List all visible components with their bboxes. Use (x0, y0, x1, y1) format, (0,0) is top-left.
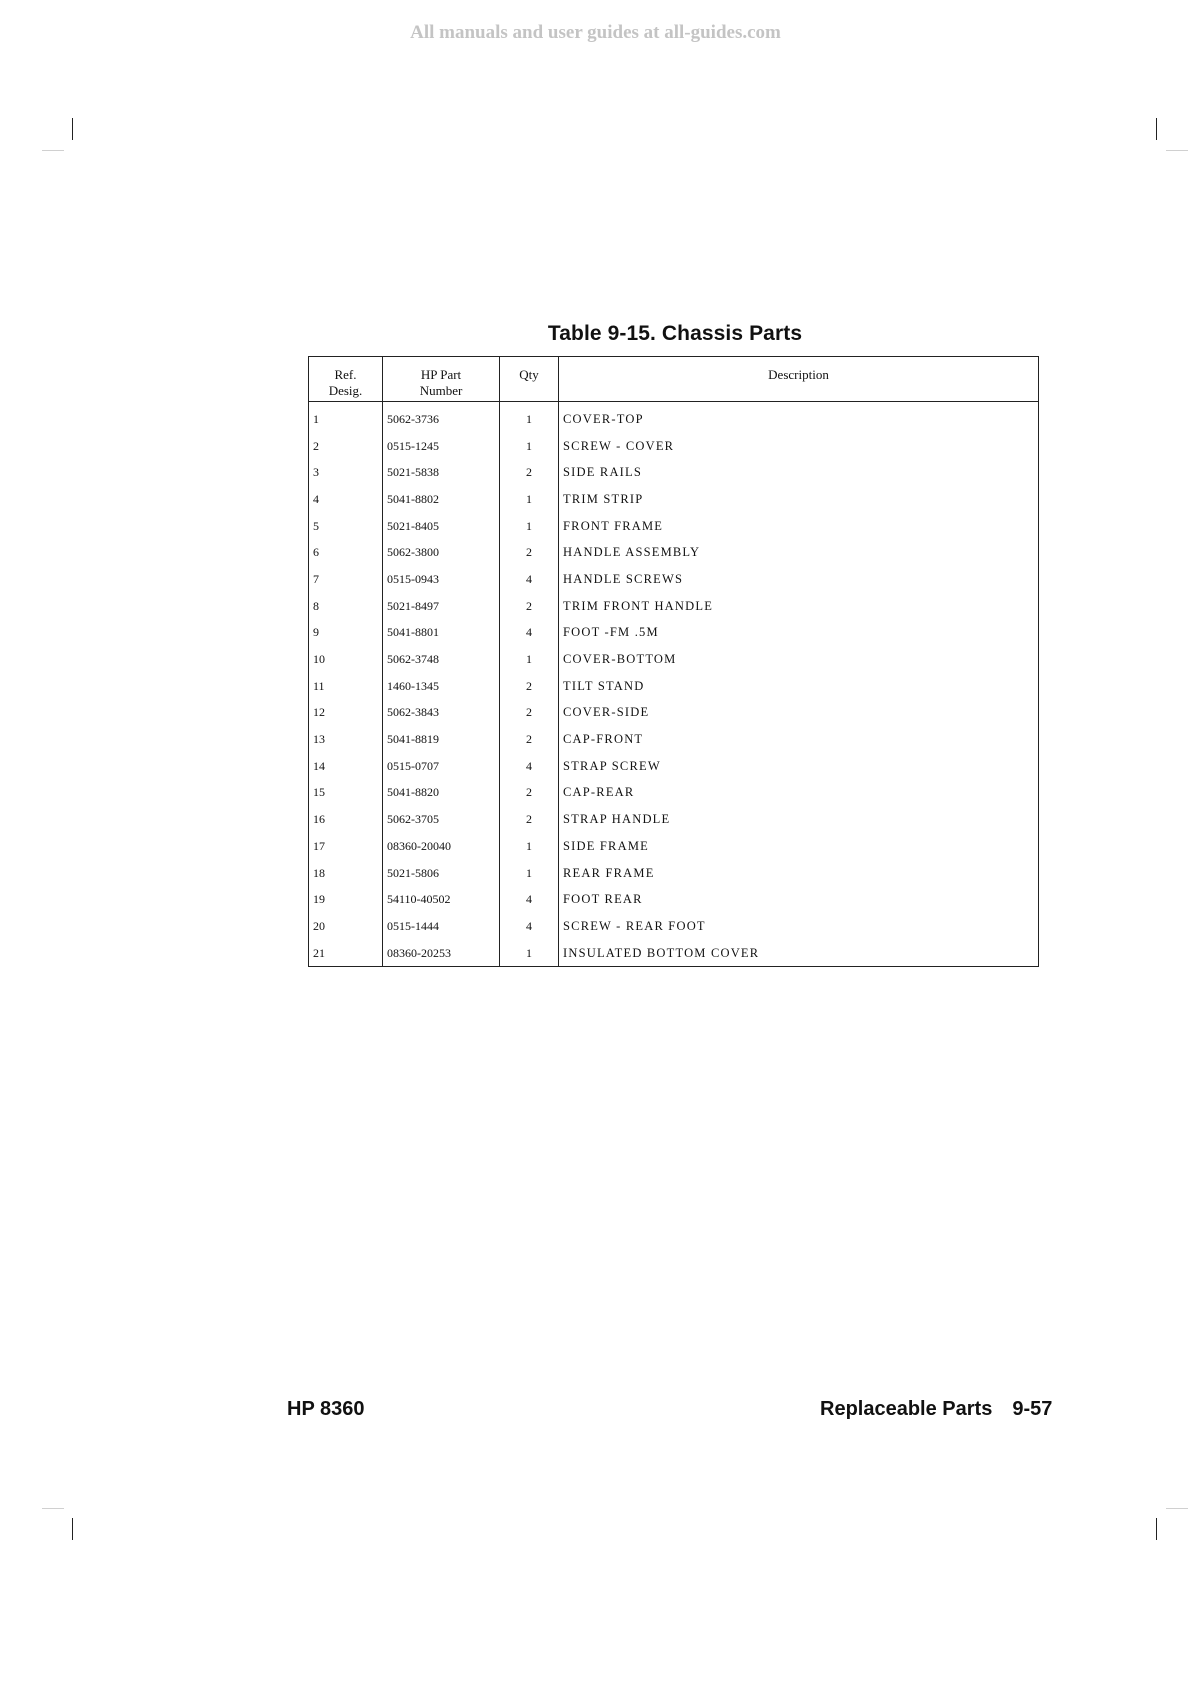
part-number-cell: 5062-3800 (383, 539, 500, 566)
table-row (309, 402, 1039, 433)
ref-cell: 2 (313, 438, 319, 453)
description-cell: FOOT REAR (559, 886, 1039, 913)
table-row (309, 833, 1039, 860)
qty-cell: 4 (500, 566, 559, 593)
table-title: Table 9-15. Chassis Parts (547, 322, 803, 345)
description-cell: SCREW - REAR FOOT (559, 913, 1039, 940)
table-row (309, 700, 1039, 727)
description-cell: CAP-REAR (559, 780, 1039, 807)
qty-cell: 4 (500, 620, 559, 647)
part-number-cell: 5062-3843 (383, 700, 500, 727)
ref-cell: 4 (313, 491, 319, 506)
ref-cell: 15 (313, 785, 325, 800)
crop-mark (1166, 1508, 1188, 1509)
table-row (309, 486, 1039, 513)
footer-section (820, 1398, 1052, 1421)
table-row (309, 673, 1039, 700)
part-number-cell: 5041-8802 (383, 486, 500, 513)
description-cell: COVER-BOTTOM (559, 646, 1039, 673)
ref-cell: 16 (313, 812, 325, 827)
header-ref-desig (309, 357, 383, 402)
part-number-cell: 0515-0943 (383, 566, 500, 593)
chassis-parts-table (308, 356, 1039, 967)
ref-cell: 11 (313, 678, 325, 693)
table-row (309, 539, 1039, 566)
crop-mark (72, 118, 73, 140)
table-row (309, 513, 1039, 540)
description-cell: HANDLE ASSEMBLY (559, 539, 1039, 566)
ref-cell: 9 (313, 625, 319, 640)
description-cell: TRIM FRONT HANDLE (559, 593, 1039, 620)
part-number-cell: 54110-40502 (383, 886, 500, 913)
table-row (309, 753, 1039, 780)
ref-cell: 18 (313, 865, 325, 880)
description-cell: INSULATED BOTTOM COVER (559, 940, 1039, 967)
ref-cell: 7 (313, 571, 319, 586)
qty-cell: 1 (500, 402, 559, 433)
ref-cell: 3 (313, 465, 319, 480)
header-part-line2: Number (419, 383, 463, 398)
ref-cell: 14 (313, 758, 325, 773)
part-number-cell: 08360-20040 (383, 833, 500, 860)
part-number-cell: 0515-0707 (383, 753, 500, 780)
qty-cell: 2 (500, 700, 559, 727)
part-number-cell: 5021-5838 (383, 459, 500, 486)
qty-cell: 1 (500, 833, 559, 860)
part-number-cell: 5041-8801 (383, 620, 500, 647)
part-number-cell: 5021-8497 (383, 593, 500, 620)
description-cell: CAP-FRONT (559, 726, 1039, 753)
qty-cell: 2 (500, 806, 559, 833)
ref-cell: 5 (313, 518, 319, 533)
description-cell: STRAP HANDLE (559, 806, 1039, 833)
qty-cell: 1 (500, 860, 559, 887)
ref-cell: 13 (313, 732, 325, 747)
watermark: All manuals and user guides at all-guides.com (410, 22, 781, 43)
description-cell: SIDE FRAME (559, 833, 1039, 860)
description-cell: TILT STAND (559, 673, 1039, 700)
table-row (309, 860, 1039, 887)
qty-cell: 2 (500, 673, 559, 700)
crop-mark (72, 1518, 73, 1540)
crop-mark (1156, 118, 1157, 140)
crop-mark (42, 1508, 64, 1509)
table-row (309, 940, 1039, 967)
table-row (309, 593, 1039, 620)
table-row (309, 780, 1039, 807)
ref-cell: 21 (313, 945, 325, 960)
description-cell: REAR FRAME (559, 860, 1039, 887)
crop-mark (1156, 1518, 1157, 1540)
header-qty: Qty (500, 357, 559, 402)
footer-model: HP 8360 (287, 1398, 365, 1420)
qty-cell: 2 (500, 726, 559, 753)
header-ref-line2: Desig. (328, 383, 363, 398)
part-number-cell: 5062-3736 (383, 402, 500, 433)
qty-cell: 1 (500, 646, 559, 673)
table-row (309, 913, 1039, 940)
qty-cell: 1 (500, 433, 559, 460)
qty-cell: 4 (500, 913, 559, 940)
ref-cell: 10 (313, 652, 325, 667)
crop-mark (1166, 150, 1188, 151)
ref-cell: 8 (313, 598, 319, 613)
qty-cell: 1 (500, 486, 559, 513)
description-cell: STRAP SCREW (559, 753, 1039, 780)
ref-cell: 12 (313, 705, 325, 720)
qty-cell: 2 (500, 780, 559, 807)
part-number-cell: 5041-8820 (383, 780, 500, 807)
qty-cell: 2 (500, 539, 559, 566)
part-number-cell: 0515-1245 (383, 433, 500, 460)
qty-cell: 2 (500, 459, 559, 486)
header-part-number (383, 357, 500, 402)
qty-cell: 1 (500, 513, 559, 540)
table-header-row (309, 357, 1039, 402)
header-description: Description (559, 357, 1039, 402)
description-cell: COVER-SIDE (559, 700, 1039, 727)
table-row (309, 726, 1039, 753)
description-cell: FRONT FRAME (559, 513, 1039, 540)
part-number-cell: 5062-3748 (383, 646, 500, 673)
description-cell: FOOT -FM .5M (559, 620, 1039, 647)
description-cell: SIDE RAILS (559, 459, 1039, 486)
description-cell: TRIM STRIP (559, 486, 1039, 513)
part-number-cell: 08360-20253 (383, 940, 500, 967)
table-row (309, 433, 1039, 460)
table-row (309, 806, 1039, 833)
description-cell: COVER-TOP (559, 402, 1039, 433)
table-row (309, 620, 1039, 647)
part-number-cell: 0515-1444 (383, 913, 500, 940)
page-number: 9-57 (1012, 1398, 1053, 1420)
part-number-cell: 5021-8405 (383, 513, 500, 540)
qty-cell: 2 (500, 593, 559, 620)
part-number-cell: 5021-5806 (383, 860, 500, 887)
ref-cell: 17 (313, 838, 325, 853)
table-row (309, 459, 1039, 486)
table-row (309, 886, 1039, 913)
header-part-line1: HP Part (420, 367, 462, 382)
part-number-cell: 5041-8819 (383, 726, 500, 753)
table-row (309, 646, 1039, 673)
qty-cell: 1 (500, 940, 559, 967)
qty-cell: 4 (500, 886, 559, 913)
header-ref-line1: Ref. (334, 367, 357, 382)
part-number-cell: 1460-1345 (383, 673, 500, 700)
ref-cell: 6 (313, 545, 319, 560)
footer-section-title: Replaceable Parts (820, 1398, 993, 1420)
ref-cell: 19 (313, 892, 325, 907)
qty-cell: 4 (500, 753, 559, 780)
table-row (309, 566, 1039, 593)
part-number-cell: 5062-3705 (383, 806, 500, 833)
description-cell: SCREW - COVER (559, 433, 1039, 460)
ref-cell: 1 (313, 411, 319, 426)
ref-cell: 20 (313, 918, 325, 933)
description-cell: HANDLE SCREWS (559, 566, 1039, 593)
crop-mark (42, 150, 64, 151)
